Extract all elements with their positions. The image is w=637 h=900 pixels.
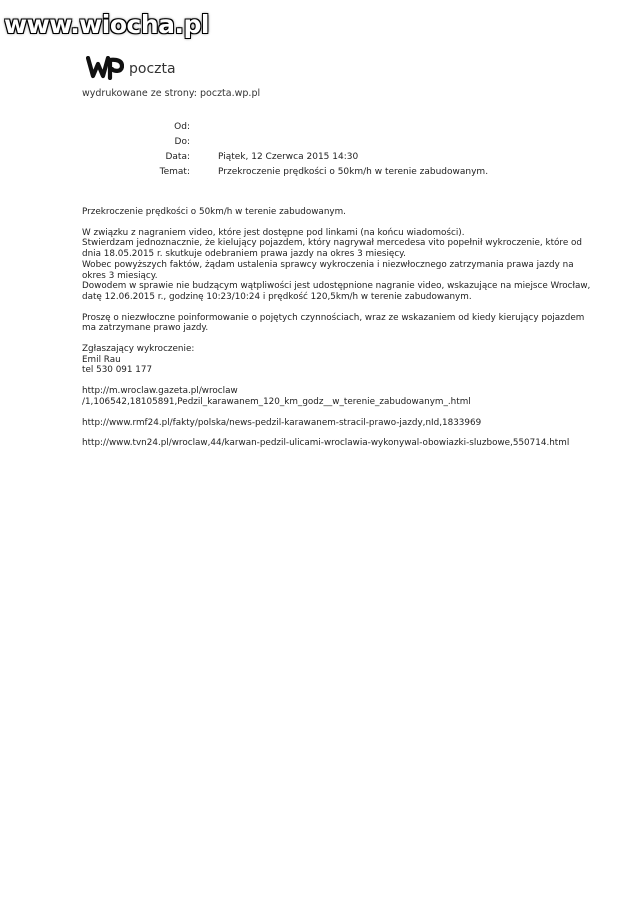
header-row-date	[82, 150, 602, 165]
watermark: www.wiocha.pl	[4, 10, 209, 39]
signature-line: tel 530 091 177	[82, 365, 153, 376]
email-header	[82, 120, 602, 180]
wp-logo-icon	[86, 56, 124, 80]
header-value: Piątek, 12 Czerwca 2015 14:30	[218, 152, 359, 162]
signature-line: Zgłaszający wykroczenie:	[82, 344, 195, 355]
body-subject-line: Przekroczenie prędkości o 50km/h w terenie zabudowanym.	[82, 207, 346, 217]
signature-line: Emil Rau	[82, 354, 121, 365]
body-line: Wobec powyższych faktów, żądam ustalenia sprawcy wykroczenia i niezwłocznego zatrzymania prawa jazdy na	[82, 259, 574, 270]
header-row-from	[82, 120, 602, 135]
body-line: datę 12.06.2015 r., godzinę 10:23/10:24 i prędkość 120,5km/h w terenie zabudowanym.	[82, 291, 472, 302]
request-line: ma zatrzymane prawo jazdy.	[82, 323, 209, 334]
link-tvn24[interactable]: http://www.tvn24.pl/wroclaw,44/karwan-pedzil-ulicami-wroclawia-wykonywal-obowiazki-sluzbowe,550714.html	[82, 438, 570, 449]
header-label: Temat:	[159, 167, 190, 177]
header-label: Od:	[174, 122, 190, 132]
body-line: dnia 18.05.2015 r. skutkuje odebraniem prawa jazdy na okres 3 miesięcy.	[82, 249, 406, 260]
body-line: Stwierdzam jednoznacznie, że kielujący pojazdem, który nagrywał mercedesa vito popełnił wykroczenie, które od	[82, 238, 582, 249]
brand-name: poczta	[129, 61, 176, 77]
link-gazeta[interactable]: http://m.wroclaw.gazeta.pl/wroclaw	[82, 386, 238, 397]
header-label: Do:	[174, 137, 190, 147]
body-line: Dowodem w sprawie nie budzącym wątpliwości jest udostępnione nagranie video, wskazujące na miejsce Wrocław,	[82, 281, 591, 292]
link-rmf24[interactable]: http://www.rmf24.pl/fakty/polska/news-pedzil-karawanem-stracil-prawo-jazdy,nId,1833969	[82, 417, 482, 428]
email-body	[82, 207, 612, 449]
printed-from-line: wydrukowane ze strony: poczta.wp.pl	[82, 88, 261, 99]
request-line: Proszę o niezwłoczne poinformowanie o pojętych czynnościach, wraz ze wskazaniem od kiedy kierujący pojazdem	[82, 312, 585, 323]
body-line: W związku z nagraniem video, które jest dostępne pod linkami (na końcu wiadomości).	[82, 227, 465, 238]
wp-logo	[86, 56, 176, 80]
header-label: Data:	[165, 152, 190, 162]
header-row-to	[82, 135, 602, 150]
header-value: Przekroczenie prędkości o 50km/h w terenie zabudowanym.	[218, 167, 489, 177]
link-gazeta-cont[interactable]: /1,106542,18105891,Pedzil_karawanem_120_km_godz__w_terenie_zabudowanym_.html	[82, 396, 471, 407]
header-row-subject	[82, 165, 602, 180]
body-line: okres 3 miesiący.	[82, 270, 158, 281]
